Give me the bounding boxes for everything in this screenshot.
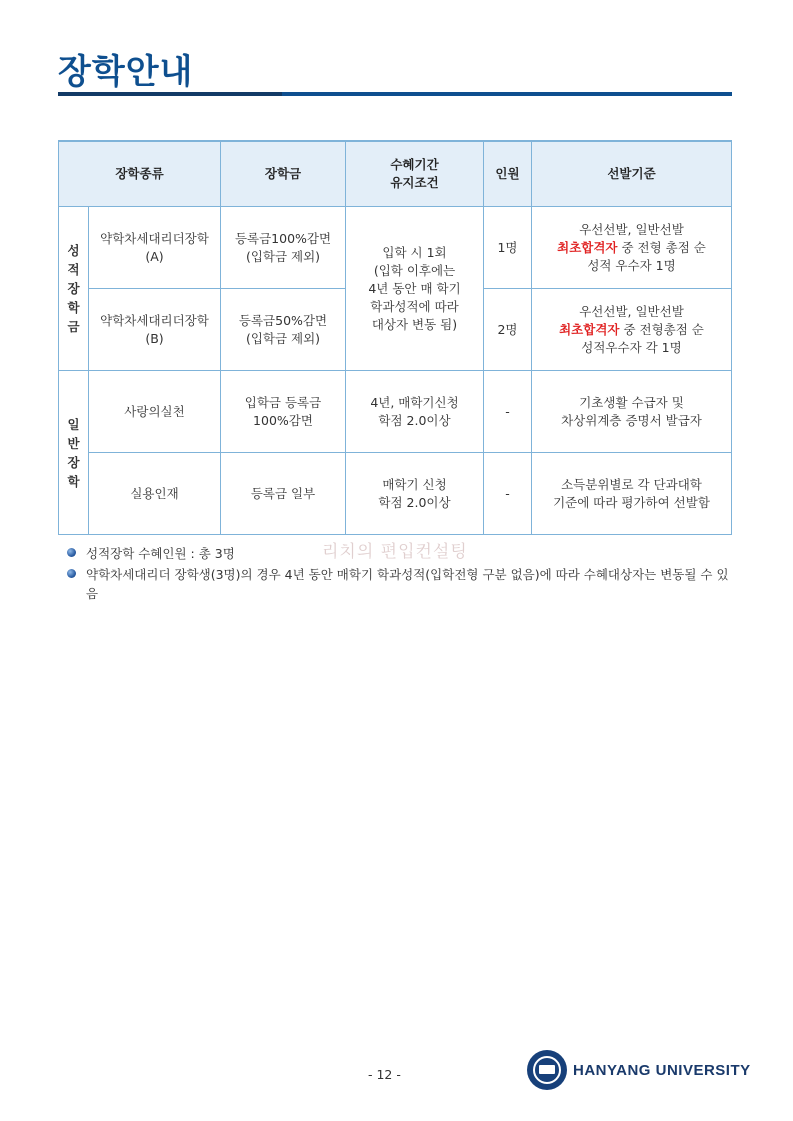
scholarship-period: 매학기 신청 학점 2.0이상 [346, 453, 484, 535]
scholarship-amount: 입학금 등록금 100%감면 [221, 371, 346, 453]
scholarship-name: 약학차세대리더장학 (B) [89, 289, 221, 371]
scholarship-name: 약학차세대리더장학 (A) [89, 207, 221, 289]
university-name: HANYANG UNIVERSITY [573, 1061, 751, 1079]
list-item: 성적장학 수혜인원 : 총 3명 [64, 544, 734, 563]
university-seal-icon [527, 1050, 567, 1090]
criteria-highlight: 최초합격자 [559, 321, 620, 337]
scholarship-count: - [484, 371, 532, 453]
table-row [59, 207, 732, 289]
watermark: 리치의 편입컨설팅 [322, 542, 468, 562]
bullet-icon [67, 548, 76, 557]
table-header-row [59, 141, 732, 207]
scholarship-count: 2명 [484, 289, 532, 371]
table-row [59, 453, 732, 535]
scholarship-amount: 등록금100%감면 (입학금 제외) [221, 207, 346, 289]
page-title: 장학안내 [58, 52, 194, 92]
header-amount: 장학금 [221, 141, 346, 207]
header-count: 인원 [484, 141, 532, 207]
scholarship-criteria: 우선선발, 일반선발 최초합격자 중 전형 총점 순 성적 우수자 1명 [532, 207, 732, 289]
scholarship-criteria: 우선선발, 일반선발 최초합격자 중 전형총점 순 성적우수자 각 1명 [532, 289, 732, 371]
list-item: 약학차세대리더 장학생(3명)의 경우 4년 동안 매학기 학과성적(입학전형 구분 없음)에 따라 수혜대상자는 변동될 수 있음 [64, 565, 734, 603]
scholarship-criteria: 소득분위별로 각 단과대학 기준에 따라 평가하여 선발함 [532, 453, 732, 535]
scholarship-name: 사랑의실천 [89, 371, 221, 453]
scholarship-period: 입학 시 1회 (입학 이후에는 4년 동안 매 학기 학과성적에 따라 대상자 변동 됨) [346, 207, 484, 371]
bullet-icon [67, 569, 76, 578]
scholarship-count: - [484, 453, 532, 535]
university-logo [527, 1050, 751, 1090]
criteria-highlight: 최초합격자 [557, 239, 618, 255]
notes-list [64, 544, 734, 605]
category-general: 일 반 장 학 [59, 371, 89, 535]
header-period: 수혜기간 유지조건 [346, 141, 484, 207]
header-type: 장학종류 [59, 141, 221, 207]
scholarship-amount: 등록금 일부 [221, 453, 346, 535]
scholarship-criteria: 기초생활 수급자 및 차상위계층 증명서 발급자 [532, 371, 732, 453]
scholarship-name: 실용인재 [89, 453, 221, 535]
table-row [59, 371, 732, 453]
scholarship-table [58, 140, 732, 535]
title-underline-accent [58, 92, 282, 96]
category-merit: 성 적 장 학 금 [59, 207, 89, 371]
scholarship-count: 1명 [484, 207, 532, 289]
page-number: - 12 - [368, 1067, 401, 1082]
header-criteria: 선발기준 [532, 141, 732, 207]
scholarship-period: 4년, 매학기신청 학점 2.0이상 [346, 371, 484, 453]
scholarship-amount: 등록금50%감면 (입학금 제외) [221, 289, 346, 371]
